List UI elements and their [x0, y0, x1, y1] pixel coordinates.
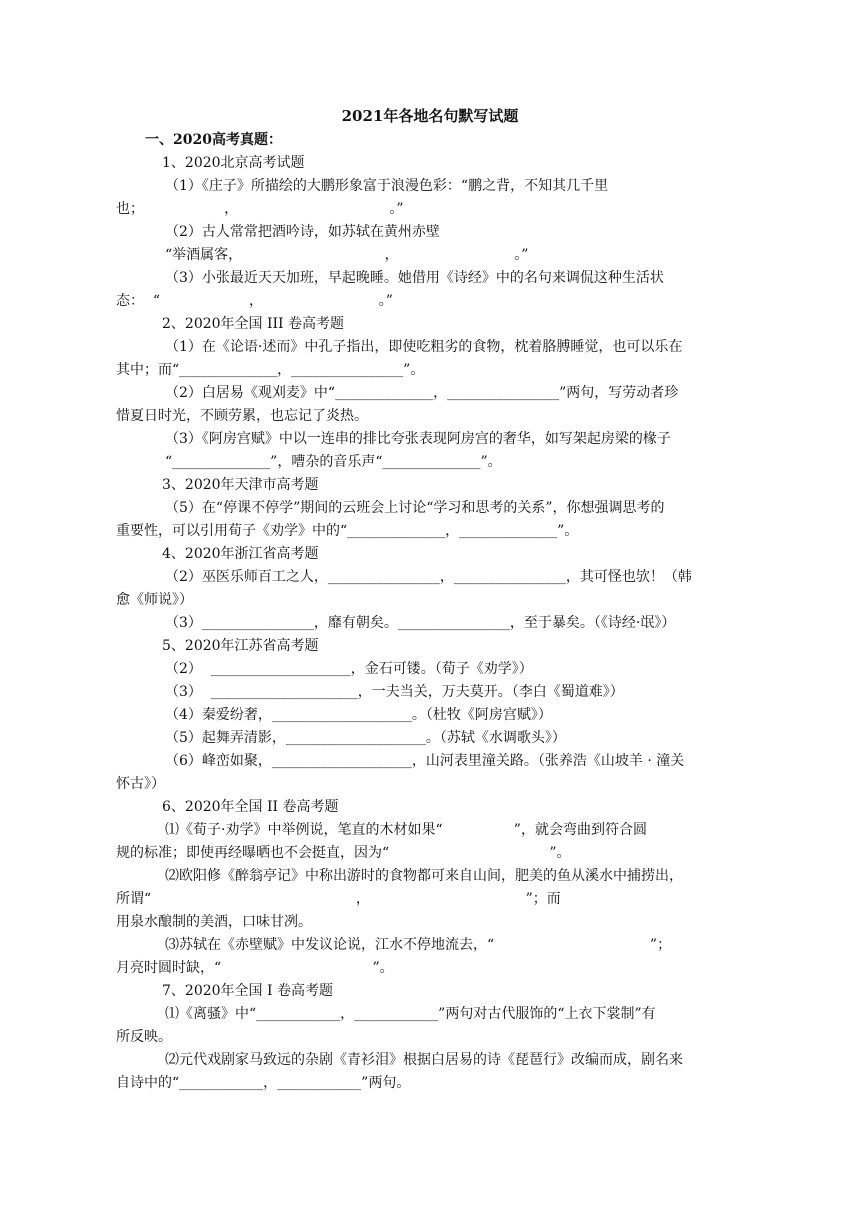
subsection-heading: 4、2020年浙江省高考题: [162, 546, 319, 562]
question-line: 也； ， 。”: [116, 201, 404, 217]
question-line: 规的标准；即使再经曝晒也不会挺直，因为“ ”。: [116, 845, 571, 861]
question-line: “______________”，嘈杂的音乐声“______________”。: [165, 454, 502, 470]
question-line: （6）峰峦如聚，____________________，山河表里潼关路。（张养浩《山坡羊 · 潼关: [165, 753, 685, 769]
question-line: （2）巫医乐师百工之人，________________，________________，其可怪也欤！（韩: [165, 569, 692, 585]
question-line: 惜夏日时光，不顾劳累，也忘记了炎热。: [116, 408, 368, 424]
subsection-heading: 1、2020北京高考试题: [162, 155, 305, 171]
document-title: 2021年各地名句默写试题: [341, 107, 519, 125]
question-line: （3）________________，靡有朝矣。________________，至于暴矣。（《诗经·氓》）: [165, 615, 676, 631]
question-line: ⑶苏轼在《赤壁赋》中发议论说，江水不停地流去，“ ”；: [165, 937, 672, 953]
question-line: （3）《阿房宫赋》中以一连串的排比夸张表现阿房宫的奢华，如写架起房梁的椽子: [165, 431, 671, 447]
question-line: 重要性，可以引用荀子《劝学》中的“______________，______________”。: [116, 523, 579, 539]
question-line: （2）古人常常把酒吟诗，如苏轼在黄州赤壁: [165, 224, 440, 240]
question-line: （2） ____________________，金石可镂。（荀子《劝学》）: [165, 661, 533, 677]
question-line: （5）起舞弄清影，____________________。（苏轼《水调歌头》）: [165, 730, 566, 746]
question-line: 月亮时圆时缺，“ ”。: [116, 960, 394, 976]
question-line: （3） _____________________，一夫当关，万夫莫开。（李白《蜀道难》）: [165, 684, 624, 700]
subsection-heading: 2、2020年全国 III 卷高考题: [162, 316, 345, 332]
question-line: （3）小张最近天天加班，早起晚睡。她借用《诗经》中的名句来调侃这种生活状: [165, 270, 664, 286]
subsection-heading: 3、2020年天津市高考题: [162, 477, 319, 493]
question-line: （4）秦爱纷奢，____________________。（杜牧《阿房宫赋》）: [165, 707, 552, 723]
question-line: （2）白居易《观刈麦》中“______________，________________”两句，写劳动者珍: [165, 385, 679, 401]
question-line: 所反映。: [116, 1029, 172, 1045]
question-line: 态： “ ， 。”: [116, 293, 393, 309]
question-line: ⑵元代戏剧家马致远的杂剧《青衫泪》根据白居易的诗《琵琶行》改编而成，剧名来: [165, 1052, 683, 1068]
subsection-heading: 6、2020年全国 II 卷高考题: [162, 799, 339, 815]
question-line: 自诗中的“____________，____________”两句。: [116, 1075, 411, 1091]
question-line: 用泉水酿制的美酒，口味甘冽。: [116, 914, 312, 930]
question-line: （1）在《论语·述而》中孔子指出，即使吃粗劣的食物，枕着胳膊睡觉，也可以乐在: [165, 339, 683, 355]
question-line: 愈《师说》）: [116, 592, 193, 608]
subsection-heading: 5、2020年江苏省高考题: [162, 638, 319, 654]
question-line: （1）《庄子》所描绘的大鹏形象富于浪漫色彩：“鹏之背，不知其几千里: [165, 178, 609, 194]
section-heading: 一、2020高考真题：: [145, 132, 282, 148]
question-line: 怀古》）: [116, 776, 165, 792]
question-line: 其中；而“______________，________________”。: [116, 362, 425, 378]
question-line: ⑵欧阳修《醉翁亭记》中称出游时的食物都可来自山间，肥美的鱼从溪水中捕捞出，: [165, 868, 683, 884]
question-line: ⑴《荀子·劝学》中举例说，笔直的木材如果“ ”，就会弯曲到符合圆: [165, 822, 647, 838]
question-line: （5）在“停课不停学”期间的云班会上讨论“学习和思考的关系”，你想强调思考的: [165, 500, 665, 516]
subsection-heading: 7、2020年全国 I 卷高考题: [162, 983, 333, 999]
question-line: 所谓“ ， ”；而: [116, 891, 561, 907]
question-line: “举酒属客， ， 。”: [165, 247, 529, 263]
question-line: ⑴《离骚》中“____________，____________”两句对古代服饰的“上衣下裳制”有: [165, 1006, 656, 1022]
